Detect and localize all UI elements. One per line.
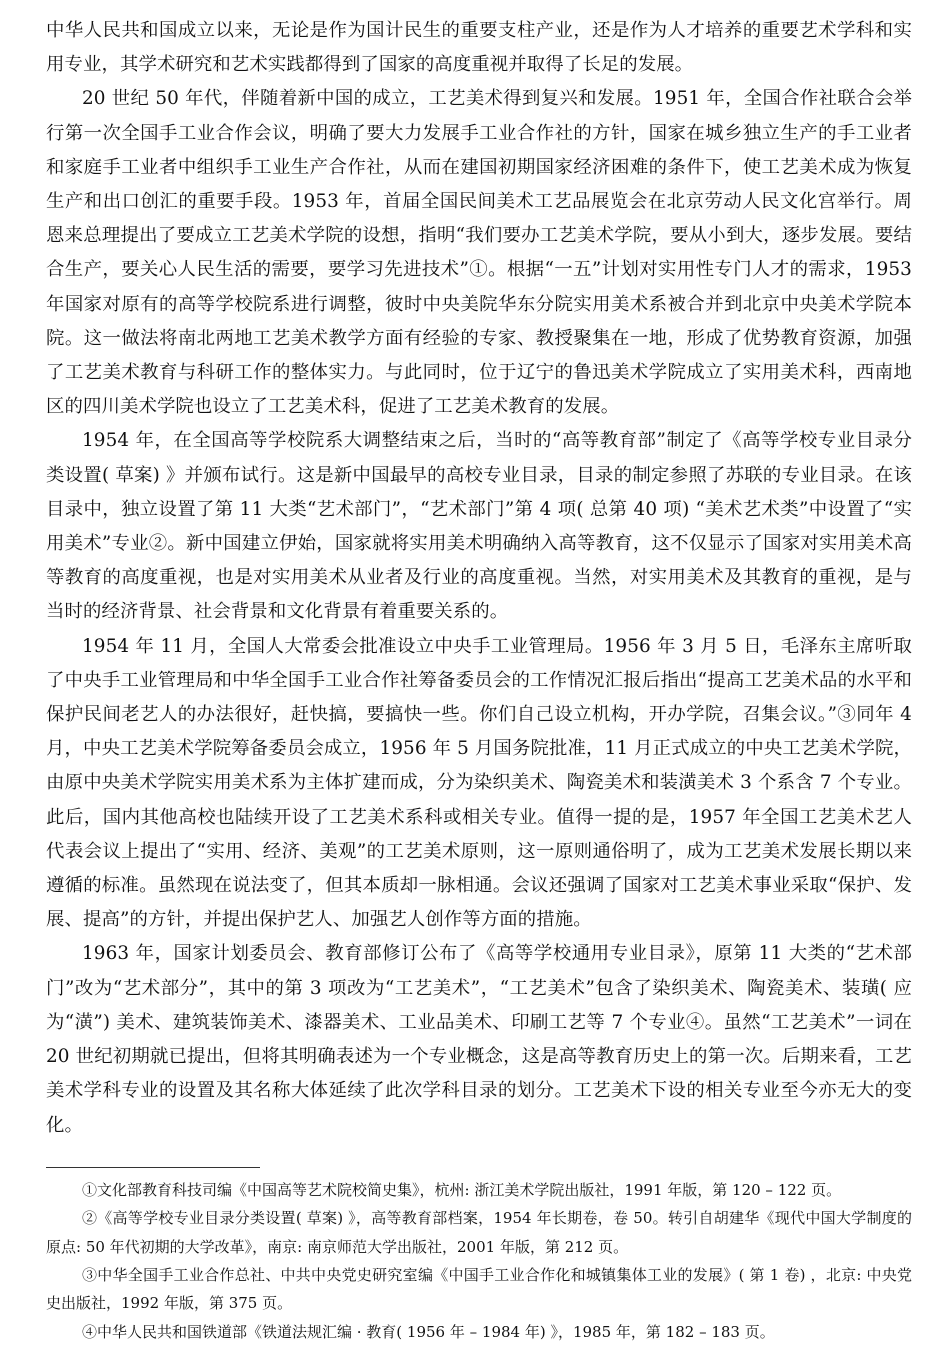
- body-paragraph-3: 1954 年，在全国高等学校院系大调整结束之后，当时的“高等教育部”制定了《高等学校专业目录分类设置( 草案) 》并颁布试行。这是新中国最早的高校专业目录，目录的制定参照了苏联的专业目录。在该目录中，独立设置了第 11 大类“艺术部门”，“艺术部门”第 4 项( 总第 40 项) “美术艺术类”中设置了“实用美术”专业②。新中国建立伊始，国家就将实用美术明确纳入高等教育，这不仅显示了国家对实用美术高等教育的高度重视，也是对实用美术从业者及行业的高度重视。当然，对实用美术及其教育的重视，是与当时的经济背景、社会背景和文化背景有着重要关系的。: [46, 430, 912, 623]
- footnote-3: ③中华全国手工业合作总社、中共中央党史研究室编《中国手工业合作化和城镇集体工业的发展》( 第 1 卷) ，北京: 中央党史出版社，1992 年版，第 375 页。: [46, 1265, 912, 1313]
- body-paragraph-1: 中华人民共和国成立以来，无论是作为国计民生的重要支柱产业，还是作为人才培养的重要艺术学科和实用专业，其学术研究和艺术实践都得到了国家的高度重视并取得了长足的发展。: [46, 20, 912, 76]
- body-paragraph-4: 1954 年 11 月，全国人大常委会批准设立中央手工业管理局。1956 年 3 月 5 日，毛泽东主席听取了中央手工业管理局和中华全国手工业合作社筹备委员会的工作情况汇报后指出“提高工艺美术品的水平和保护民间老艺人的办法很好，赶快搞，要搞快一些。你们自己设立机构，开办学院，召集会议。”③同年 4 月，中央工艺美术学院筹备委员会成立，1956 年 5 月国务院批准，11 月正式成立的中央工艺美术学院，由原中央美术学院实用美术系为主体扩建而成，分为染织美术、陶瓷美术和装潢美术 3 个系含 7 个专业。此后，国内其他高校也陆续开设了工艺美术系科或相关专业。值得一提的是，1957 年全国工艺美术艺人代表会议上提出了“实用、经济、美观”的工艺美术原则，这一原则通俗明了，成为工艺美术发展长期以来遵循的标准。虽然现在说法变了，但其本质却一脉相通。会议还强调了国家对工艺美术事业采取“保护、发展、提高”的方针，并提出保护艺人、加强艺人创作等方面的措施。: [46, 635, 912, 931]
- document-page: [46, 14, 912, 1346]
- body-paragraph-5: 1963 年，国家计划委员会、教育部修订公布了《高等学校通用专业目录》，原第 11 大类的“艺术部门”改为“艺术部分”，其中的第 3 项改为“工艺美术”，“工艺美术”包含了染织美术、陶瓷美术、装璜( 应为“潢”) 美术、建筑装饰美术、漆器美术、工业品美术、印刷工艺等 7 个专业④。虽然“工艺美术”一词在 20 世纪初期就已提出，但将其明确表述为一个专业概念，这是高等教育历史上的第一次。后期来看，工艺美术学科专业的设置及其名称大体延续了此次学科目录的划分。工艺美术下设的相关专业至今亦无大的变化。: [46, 943, 912, 1136]
- body-paragraph-2: 20 世纪 50 年代，伴随着新中国的成立，工艺美术得到复兴和发展。1951 年，全国合作社联合会举行第一次全国手工业合作会议，明确了要大力发展手工业合作社的方针，国家在城乡独立生产的手工业者和家庭手工业者中组织手工业生产合作社，从而在建国初期国家经济困难的条件下，使工艺美术成为恢复生产和出口创汇的重要手段。1953 年，首届全国民间美术工艺品展览会在北京劳动人民文化宫举行。周恩来总理提出了要成立工艺美术学院的设想，指明“我们要办工艺美术学院，要从小到大，逐步发展。要结合生产，要关心人民生活的需要，要学习先进技术”①。根据“一五”计划对实用性专门人才的需求，1953 年国家对原有的高等学校院系进行调整，彼时中央美院华东分院实用美术系被合并到北京中央美术学院本院。这一做法将南北两地工艺美术教学方面有经验的专家、教授聚集在一地，形成了优势教育资源，加强了工艺美术教育与科研工作的整体实力。与此同时，位于辽宁的鲁迅美术学院成立了实用美术科，西南地区的四川美术学院也设立了工艺美术科，促进了工艺美术教育的发展。: [46, 88, 912, 418]
- footnote-divider: [46, 1167, 260, 1168]
- footnote-2: ②《高等学校专业目录分类设置( 草案) 》，高等教育部档案，1954 年长期卷，卷 50。转引自胡建华《现代中国大学制度的原点: 50 年代初期的大学改革》，南京: 南京师范大学出版社，2001 年版，第 212 页。: [46, 1209, 912, 1256]
- footnote-4: ④中华人民共和国铁道部《铁道法规汇编 · 教育( 1956 年 – 1984 年) 》，1985 年，第 182 – 183 页。: [82, 1322, 775, 1341]
- footnotes: [46, 1176, 912, 1346]
- footnote-1: ①文化部教育科技司编《中国高等艺术院校简史集》，杭州: 浙江美术学院出版社，1991 年版，第 120 – 122 页。: [82, 1180, 842, 1199]
